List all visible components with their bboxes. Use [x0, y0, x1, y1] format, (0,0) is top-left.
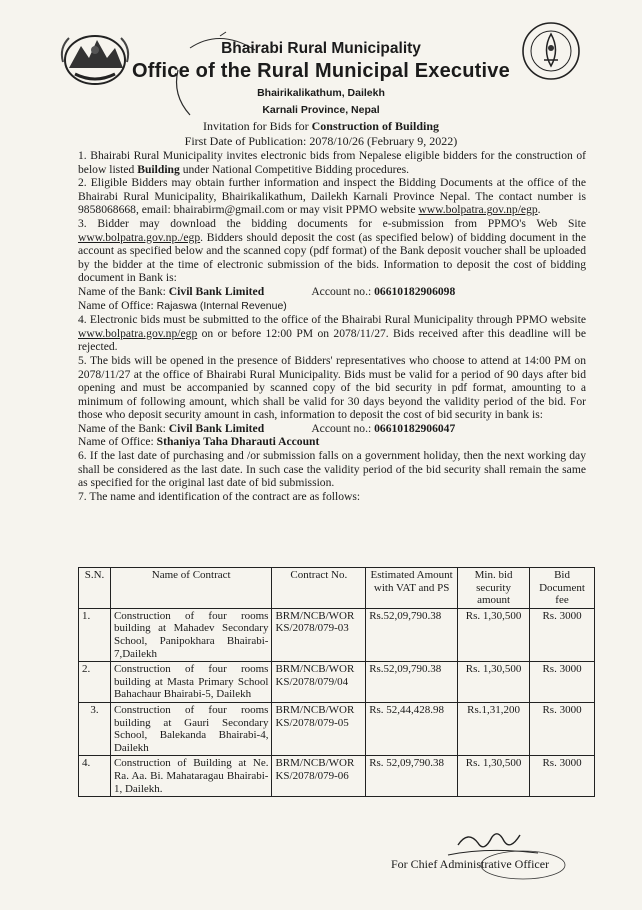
paragraph-3-end: . Bidders should deposit the cost (as specified below) of bidding document in the account as specified below and the scanned copy (pdf format) of the Bank deposit voucher shall be uploaded by the bidder at the time of electronic submission of the bids. Information to deposit the cost of bidding document in Bank is: — [78, 230, 586, 285]
paragraph-2-text: 2. Eligible Bidders may obtain further information and inspect the Bidding Documents at the office of the Bhairabi Rural Municipality, Bhairikalikathum, Dailekh Karnali Province Nepal. The contact number is 9858068668, email: bhairabirm@gmail.com or may visit PPMO website — [78, 176, 586, 217]
ppmo-link-3[interactable]: www.bolpatra.gov.np/egp — [78, 326, 198, 340]
cell-amount: Rs.52,09,790.38 — [366, 662, 458, 703]
bank-info-2 — [78, 422, 586, 436]
cell-fee: Rs. 3000 — [530, 662, 595, 703]
cell-sn: 1. — [79, 608, 111, 661]
table-row — [79, 662, 595, 703]
paragraph-5: 5. The bids will be opened in the presence of Bidders' representatives who choose to attend at 14:00 PM on 2078/11/27 at the office of Bhairabi Rural Municipality. Bids must be valid for a period of 90 days after bid opening and must be accompanied by scanned copy of the bid security in pdf format, amounting to a minimum of following amount, which shall be valid for 30 days beyond the validity period of the bid. For those who deposit security amount in cash, information to deposit the cost of bid security in bank is: — [78, 353, 586, 422]
office-label-2: Name of Office: — [78, 435, 157, 449]
invitation-prefix: Invitation for Bids for — [202, 119, 312, 133]
paragraph-6: 6. If the last date of purchasing and /or submission falls on a government holiday, then the next working day shall be considered as the last date. In such case the validity period of the bid security shall remain the same as specified for the original last date of bid submission. — [78, 449, 586, 490]
cell-fee: Rs. 3000 — [530, 608, 595, 661]
paragraph-2-end: . — [537, 203, 541, 217]
bank-name-1: Civil Bank Limited — [168, 284, 265, 298]
header-security: Min. bid security amount — [458, 568, 530, 609]
cell-security: Rs.1,31,200 — [458, 702, 530, 755]
cell-contract-no: BRM/NCB/WORKS/2078/079-06 — [272, 756, 366, 797]
ppmo-link-2[interactable]: www.bolpatra.gov.np./egp — [78, 230, 201, 244]
paragraph-1-text: 1. Bhairabi Rural Municipality invites electronic bids from Nepalese eligible bidders for the construction of below listed — [78, 149, 586, 176]
cell-name: Construction of Building at Ne. Ra. Aa. Bi. Mahataragau Bhairabi-1, Dailekh. — [110, 756, 271, 797]
cell-fee: Rs. 3000 — [530, 702, 595, 755]
address-line-2: Karnali Province, Nepal — [262, 104, 380, 116]
cell-sn: 2. — [79, 662, 111, 703]
table-row — [79, 702, 595, 755]
signature-text: For Chief Administrative Officer — [391, 857, 550, 871]
cell-name: Construction of four rooms building at Mahadev Secondary School, Panipokhara Bhairabi-7,Dailekh — [110, 608, 271, 661]
paragraph-1 — [78, 149, 586, 176]
cell-sn: 3. — [79, 702, 111, 755]
cell-amount: Rs.52,09,790.38 — [366, 608, 458, 661]
publication-date: First Date of Publication: 2078/10/26 (February 9, 2022) — [184, 134, 458, 148]
account-label-1: Account no.: — [311, 284, 375, 298]
address-line-1: Bhairikalikathum, Dailekh — [257, 87, 385, 99]
account-number-2: 06610182906047 — [374, 421, 456, 435]
paragraph-1-end: under National Competitive Bidding procedures. — [179, 162, 410, 176]
office-info-1 — [78, 299, 586, 314]
invitation-heading — [0, 119, 642, 134]
cell-sn: 4. — [79, 756, 111, 797]
office-label-1: Name of Office: — [78, 298, 157, 312]
office-title: Office of the Rural Municipal Executive — [132, 60, 510, 82]
cell-contract-no: BRM/NCB/WORKS/2078/079-03 — [272, 608, 366, 661]
cell-amount: Rs. 52,09,790.38 — [366, 756, 458, 797]
paragraph-2 — [78, 176, 586, 217]
office-name-2: Sthaniya Taha Dharauti Account — [156, 435, 320, 449]
bank-label-2: Name of the Bank: — [78, 421, 169, 435]
contracts-table — [78, 567, 595, 797]
cell-contract-no: BRM/NCB/WORKS/2078/079/04 — [272, 662, 366, 703]
header-sn: S.N. — [79, 568, 111, 609]
table-row — [79, 608, 595, 661]
table-header-row — [79, 568, 595, 609]
paragraph-7: 7. The name and identification of the contract are as follows: — [78, 489, 361, 503]
header-name: Name of Contract — [110, 568, 271, 609]
paragraph-4-end: on or before 12:00 PM on 2078/11/27. Bids received after this deadline will be rejected. — [78, 326, 586, 354]
office-name-1: Rajaswa (Internal Revenue) — [156, 299, 287, 312]
ppmo-link[interactable]: www.bolpatra.gov.np/egp — [418, 203, 538, 217]
account-label-2: Account no.: — [311, 421, 375, 435]
municipality-name: Bhairabi Rural Municipality — [221, 40, 421, 57]
cell-contract-no: BRM/NCB/WORKS/2078/079-05 — [272, 702, 366, 755]
cell-fee: Rs. 3000 — [530, 756, 595, 797]
paragraph-1-bold: Building — [137, 162, 180, 176]
header-contract-no: Contract No. — [272, 568, 366, 609]
cell-security: Rs. 1,30,500 — [458, 608, 530, 661]
paragraph-4-text: 4. Electronic bids must be submitted to the office of the Bhairabi Rural Municipality through PPMO website — [78, 313, 586, 327]
notice-body — [78, 149, 586, 503]
paragraph-3 — [78, 217, 586, 285]
cell-name: Construction of four rooms building at Masta Primary School Bahachaur Bhairabi-5, Dailekh — [110, 662, 271, 703]
bank-info-1 — [78, 285, 586, 299]
cell-amount: Rs. 52,44,428.98 — [366, 702, 458, 755]
bank-name-2: Civil Bank Limited — [168, 421, 265, 435]
paragraph-4 — [78, 313, 586, 354]
cell-security: Rs. 1,30,500 — [458, 756, 530, 797]
header-amount: Estimated Amount with VAT and PS — [366, 568, 458, 609]
cell-security: Rs. 1,30,500 — [458, 662, 530, 703]
bank-label-1: Name of the Bank: — [78, 284, 169, 298]
office-info-2 — [78, 435, 586, 449]
account-number-1: 06610182906098 — [374, 284, 456, 298]
header-fee: Bid Document fee — [530, 568, 595, 609]
invitation-subject: Construction of Building — [311, 119, 439, 133]
table-row — [79, 756, 595, 797]
paragraph-3-text: 3. Bidder may download the bidding documents for e-submission from PPMO's Web Site — [78, 216, 586, 230]
cell-name: Construction of four rooms building at Gauri Secondary School, Balekanda Bhairabi-4, Dailekh — [110, 702, 271, 755]
